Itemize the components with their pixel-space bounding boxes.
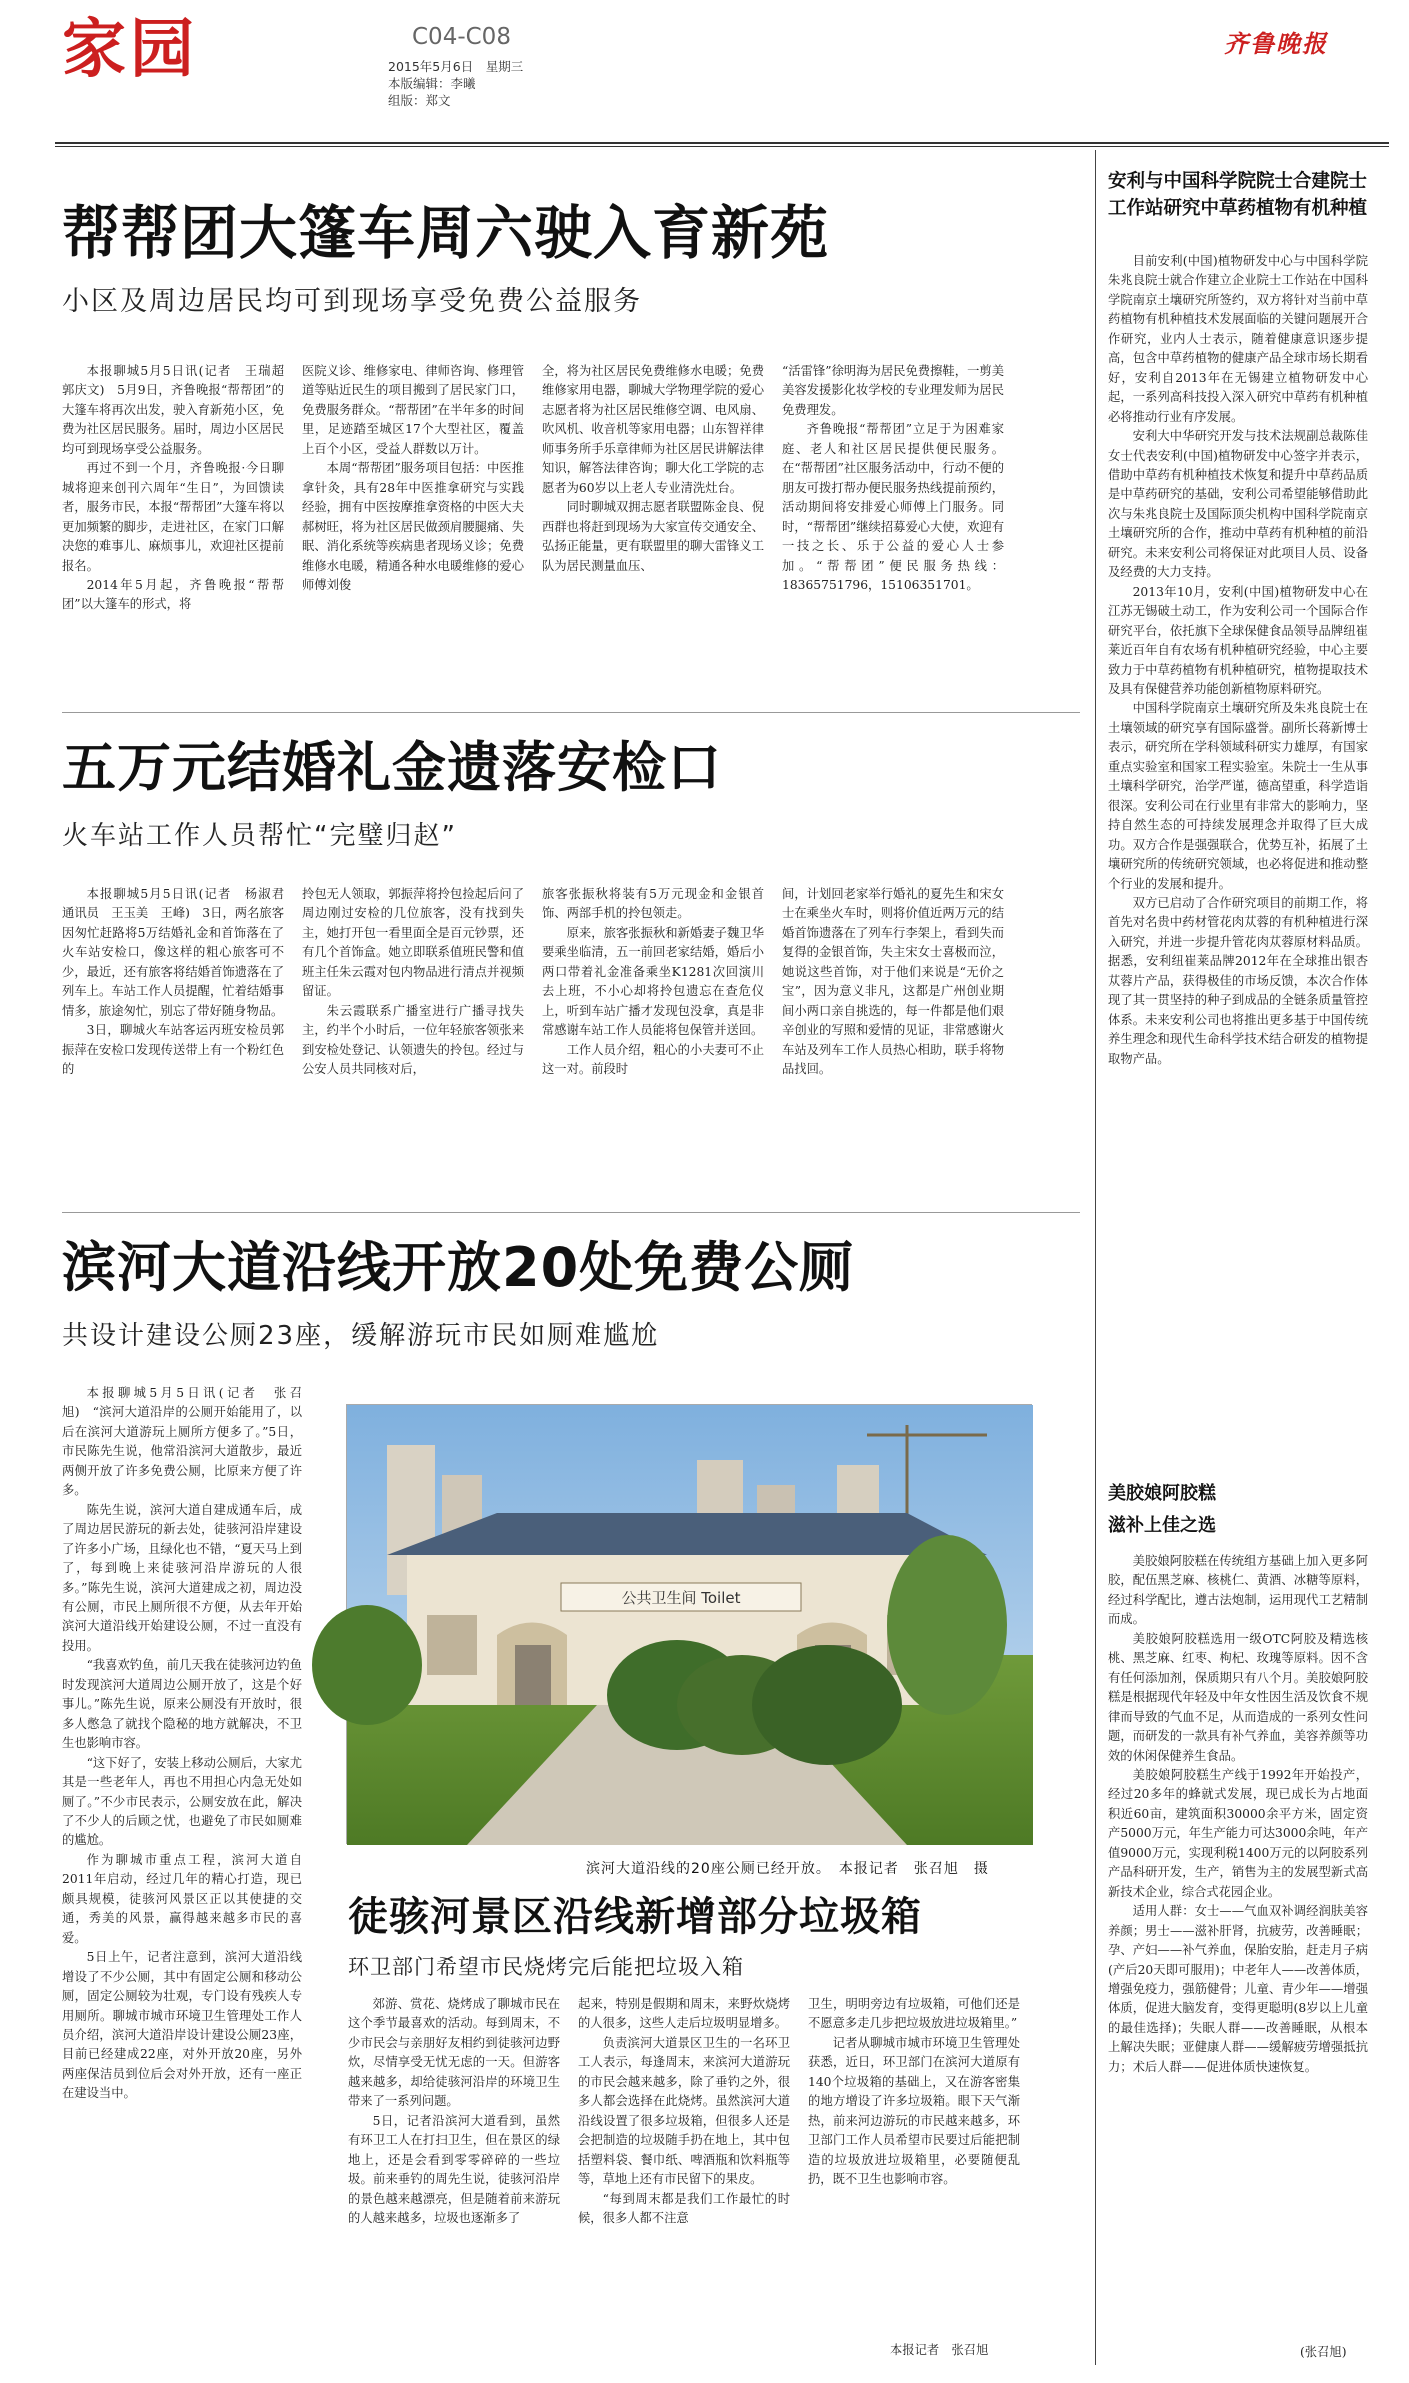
article2-column-2 bbox=[302, 885, 524, 1203]
article2-subtitle: 火车站工作人员帮忙“完璧归赵” bbox=[62, 821, 457, 851]
paragraph: 陈先生说，滨河大道自建成通车后，成了周边居民游玩的新去处，徒骇河沿岸建设了许多小广场，且绿化也不错，“夏天马上到了，每到晚上来徒骇河沿岸游玩的人很多。”陈先生说，滨河大道建成之初，周边没有公厕，市民上厕所很不方便，从去年开始滨河大道沿线开始建设公厕，不过一直没有投用。 bbox=[62, 1502, 302, 1653]
paragraph: 间，计划回老家举行婚礼的夏先生和宋女士在乘坐火车时，则将价值近两万元的结婚首饰遗落在了列车行李架上，看到失而复得的金银首饰，失主宋女士喜极而泣，她说这些首饰，对于他们来说是“无价之宝”，因为意义非凡，这都是广州创业期间小两口亲自挑选的，每一件都是他们艰辛创业的写照和爱情的见证，非常感谢火车站及列车工作人员热心相助，联手将物品找回。 bbox=[782, 887, 1004, 1077]
paragraph: 适用人群：女士——气血双补调经润肤美容养颜；男士——滋补肝肾，抗疲劳，改善睡眠；孕、产妇——补气养血，保胎安胎，赶走月子病(产后20天即可服用)；中老年人——改善体质，增强免疫力，强筋健骨；儿童、青少年——增强体质，促进大脑发育，变得更聪明(8岁以上儿童的最佳选择)；失眠人群——改善睡眠，从根本上解决失眠；亚健康人群——缓解疲劳增强抵抗力；术后人群——促进体质快速恢复。 bbox=[1108, 1904, 1368, 2074]
paragraph: 目前安利(中国)植物研发中心与中国科学院朱兆良院士就合作建立企业院士工作站在中国科学院南京土壤研究所签约，双方将针对当前中草药植物有机种植技术发展面临的关键问题展开合作研究，业内人士表示，随着健康意识逐步提高，包含中草药植物的健康产品全球市场长期看好，安利自2013年在无锡建立植物研发中心起，一系列高科技投入深入研究中草药有机种植必将推动行业有序发展。 bbox=[1108, 254, 1368, 424]
paragraph: 医院义诊、维修家电、律师咨询、修理管道等贴近民生的项目搬到了居民家门口，免费服务群众。“帮帮团”在半年多的时间里，足迹踏至城区17个大型社区，覆盖上百个小区，受益人群数以万计。 bbox=[302, 364, 524, 456]
paragraph: 2014年5月起，齐鲁晚报“帮帮团”以大篷车的形式，将 bbox=[62, 577, 284, 612]
article2-title: 五万元结婚礼金遗落安检口 bbox=[62, 736, 722, 799]
article3-subtitle: 共设计建设公厕23座，缓解游玩市民如厕难尴尬 bbox=[62, 1321, 660, 1351]
article1-column-4 bbox=[782, 362, 1004, 700]
article-divider bbox=[62, 1212, 1080, 1213]
paragraph: 美胶娘阿胶糕选用一级OTC阿胶及精选核桃、黑芝麻、红枣、枸杞、玫瑰等原料。因不含有任何添加剂，保质期只有八个月。美胶娘阿胶糕是根据现代年轻及中年女性因生活及饮食不规律而导致的气血不足，从而造成的一系列女性问题，而研发的一款具有补气养血，美容养颜等功效的休闲保健养生食品。 bbox=[1108, 1631, 1368, 1763]
paragraph: 记者从聊城市城市环境卫生管理处获悉，近日，环卫部门在滨河大道原有140个垃圾箱的基础上，又在游客密集的地方增设了许多垃圾箱。眼下天气渐热，前来河边游玩的市民越来越多，环卫部门工作人员希望市民要过后能把制造的垃圾放进垃圾箱里，必要随便乱扔，既不卫生也影响市容。 bbox=[808, 2035, 1020, 2187]
paragraph: 美胶娘阿胶糕生产线于1992年开始投产，经过20多年的蜂就式发展，现已成长为占地面积近60亩，建筑面积30000余平方米，固定资产5000万元，年生产能力可达3000余吨，年产值9000万元，实现利税1400万元的以阿胶系列产品科研开发，生产，销售为主的发展型新式高新技术企业，综合式花园企业。 bbox=[1108, 1767, 1368, 1899]
paragraph: 起来，特别是假期和周末，来野炊烧烤的人很多，这些人走后垃圾明显增多。 bbox=[578, 1997, 790, 2031]
paragraph: “我喜欢钓鱼，前几天我在徒骇河边钓鱼时发现滨河大道周边公厕开放了，这是个好事儿。”陈先生说，原来公厕没有开放时，很多人憋急了就找个隐秘的地方就解决，不卫生也影响市容。 bbox=[62, 1658, 302, 1751]
sidebar-article1-body bbox=[1108, 252, 1368, 1470]
paragraph: 5日，记者沿滨河大道看到，虽然有环卫工人在打扫卫生，但在景区的绿地上，还是会看到零零碎碎的一些垃圾。前来垂钓的周先生说，徒骇河沿岸的景色越来越漂亮，但是随着前来游玩的人越来越多，垃圾也逐渐多了 bbox=[348, 2113, 560, 2225]
paragraph: 3日，聊城火车站客运丙班安检员郭振萍在安检口发现传送带上有一个粉红色的 bbox=[62, 1023, 284, 1077]
article3-title: 滨河大道沿线开放20处免费公厕 bbox=[62, 1236, 855, 1299]
paragraph: 中国科学院南京土壤研究所及朱兆良院士在土壤领域的研究享有国际盛誉。副所长蒋新博士表示，研究所在学科领域科研实力雄厚，有国家重点实验室和国家工程实验室。朱院士一生从事土壤科学研究，治学严谨，德高望重，科学造诣很深。安利公司在行业里有非常大的影响力，坚持自然生态的可持续发展理念并取得了巨大成功。双方合作是强强联合，优势互补，拓展了土壤研究所的传统研究领域，也必将促进和推动整个行业的发展和提升。 bbox=[1108, 701, 1368, 891]
paragraph: “这下好了，安装上移动公厕后，大家尤其是一些老年人，再也不用担心内急无处如厕了。”不少市民表示，公厕安放在此，解决了不少人的后顾之忧，也避免了市民如厕难的尴尬。 bbox=[62, 1755, 302, 1848]
article4-column-2 bbox=[578, 1995, 790, 2365]
article3-column bbox=[62, 1384, 302, 2364]
paragraph: 卫生，明明旁边有垃圾箱，可他们还是不愿意多走几步把垃圾放进垃圾箱里。” bbox=[808, 1997, 1020, 2031]
masthead-divider bbox=[55, 142, 1389, 144]
article4-column-1 bbox=[348, 1995, 560, 2365]
sidebar-article2-byline: (张召旭) bbox=[1300, 2345, 1347, 2359]
article4-title: 徒骇河景区沿线新增部分垃圾箱 bbox=[348, 1894, 922, 1940]
paragraph: 本周“帮帮团”服务项目包括：中医推拿针灸，具有28年中医推拿研究与实践经验，拥有中医按摩推拿资格的中医大夫郝树旺，将为社区居民做颈肩腰腿痛、失眠、消化系统等疾病患者现场义诊；免费维修水电暖，精通各种水电暖维修的爱心师傅刘俊 bbox=[302, 461, 524, 592]
paragraph: 郊游、赏花、烧烤成了聊城市民在这个季节最喜欢的活动。每到周末，不少市民会与亲朋好友相约到徒骇河边野炊，尽情享受无忧无虑的一天。但游客越来越多，却给徒骇河沿岸的环境卫生带来了一系列问题。 bbox=[348, 1997, 560, 2109]
sidebar-article1-title: 安利与中国科学院院士合建院士工作站研究中草药植物有机种植 bbox=[1108, 171, 1368, 219]
editor-credit: 本版编辑：李曦 bbox=[388, 76, 476, 91]
paragraph: “活雷锋”徐明海为居民免费擦鞋，一剪美美容发援影化妆学校的专业理发师为居民免费理发。 bbox=[782, 364, 1004, 417]
paragraph: 本报聊城5月5日讯(记者 杨淑君 通讯员 王玉美 王峰) 3日，两名旅客因匆忙赶路将5万结婚礼金和首饰落在了火车站安检口，像这样的粗心旅客可不少，最近，还有旅客将结婚首饰遗落在了列车上。车站工作人员提醒，忙着结婚事情多，旅途匆忙，别忘了带好随身物品。 bbox=[62, 887, 297, 1018]
paragraph: 旅客张振秋将装有5万元现金和金银首饰、两部手机的拎包领走。 bbox=[542, 887, 764, 921]
newspaper-logo: 齐鲁晚报 bbox=[1224, 29, 1328, 58]
paragraph: 全，将为社区居民免费维修水电暖；免费维修家用电器，聊城大学物理学院的爱心志愿者将为社区居民维修空调、电风扇、吹风机、收音机等家用电器；山东智祥律师事务所手乐章律师为社区居民讲解法律知识，解答法律咨询；聊大化工学院的志愿者为60岁以上老人专业清洗灶台。 bbox=[542, 364, 764, 495]
article2-column-3 bbox=[542, 885, 764, 1203]
article-divider bbox=[62, 712, 1080, 713]
article4-byline: 本报记者 张召旭 bbox=[890, 2343, 989, 2357]
article4-subtitle: 环卫部门希望市民烧烤完后能把垃圾入箱 bbox=[348, 1955, 744, 1979]
paragraph: 作为聊城市重点工程，滨河大道自2011年启动，经过几年的精心打造，现已颇具规模，徒骇河风景区正以其使捷的交通，秀美的风景，赢得越来越多市民的喜爱。 bbox=[62, 1852, 302, 1945]
paragraph: 本报聊城5月5日讯(记者 张召旭) “滨河大道沿岸的公厕开始能用了，以后在滨河大道游玩上厕所方便多了。”5日，市民陈先生说，他常沿滨河大道散步，最近两侧开放了许多免费公厕，比原来方便了许多。 bbox=[62, 1386, 302, 1498]
article1-column-2 bbox=[302, 362, 524, 700]
issue-date: 2015年5月6日 星期三 bbox=[388, 59, 524, 74]
issue-info bbox=[388, 58, 523, 109]
paragraph: 安利大中华研究开发与技术法规副总裁陈佳女士代表安利(中国)植物研发中心签字并表示，借助中草药有机种植技术恢复和提升中草药品质是中草药研究的基础，安利公司希望能够借助此次与朱兆良院士及国际顶尖机构中国科学院南京土壤研究所的合作，推动中草药有机种植的前沿研究。未来安利公司将保证对此项目人员、设备及经费的大力支持。 bbox=[1108, 429, 1368, 580]
paragraph: 双方已启动了合作研究项目的前期工作，将首先对名贵中药材管花肉苁蓉的有机种植进行深入研究，并进一步提升管花肉苁蓉原材料品质。据悉，安利纽崔莱品牌2012年在全球推出银杏苁蓉片产品，获得极佳的市场反馈，本次合作体现了其一贯坚持的种子到成品的全链条质量管控体系。未来安利公司也将推出更多基于中国传统养生理念和现代生命科学技术结合研发的植物提取物产品。 bbox=[1108, 895, 1368, 1066]
article1-column-1 bbox=[62, 362, 297, 700]
article1-column-3 bbox=[542, 362, 764, 700]
paragraph: 美胶娘阿胶糕在传统组方基础上加入更多阿胶，配伍黑芝麻、核桃仁、黄酒、冰糖等原料，经过科学配比，遵古法炮制，运用现代工艺精制而成。 bbox=[1108, 1554, 1368, 1627]
sidebar-divider bbox=[1095, 150, 1096, 2365]
paragraph: 负责滨河大道景区卫生的一名环卫工人表示，每逢周末，来滨河大道游玩的市民会越来越多，除了垂钓之外，很多人都会选择在此烧烤。虽然滨河大道沿线设置了很多垃圾箱，但很多人还是会把制造的垃圾随手扔在地上，其中包括塑料袋、餐巾纸、啤酒瓶和饮料瓶等等，草地上还有市民留下的果皮。 bbox=[578, 2035, 790, 2187]
paragraph: 拎包无人领取，郭振萍将拎包捡起后问了周边刚过安检的几位旅客，没有找到失主，她打开包一看里面全是百元钞票，还有几个首饰盒。她立即联系值班民警和值班主任朱云霞对包内物品进行清点并视频留证。 bbox=[302, 887, 524, 999]
paragraph: 工作人员介绍，粗心的小夫妻可不止这一对。前段时 bbox=[542, 1042, 764, 1077]
article1-title: 帮帮团大篷车周六驶入育新苑 bbox=[62, 199, 830, 267]
toilet-sign: 公共卫生间 Toilet bbox=[621, 1589, 741, 1607]
sidebar-article2-title: 美胶娘阿胶糕 bbox=[1108, 1483, 1216, 1504]
photo-caption: 滨河大道沿线的20座公厕已经开放。 本报记者 张召旭 摄 bbox=[586, 1861, 989, 1877]
paragraph: 朱云霞联系广播室进行广播寻找失主，约半个小时后，一位年轻旅客领张来到安检处登记、认领遗失的拎包。经过与公安人员共同核对后， bbox=[302, 1003, 524, 1077]
toilet-photo bbox=[346, 1404, 1032, 1844]
paragraph: 本报聊城5月5日讯(记者 王瑞超 郭庆文) 5月9日，齐鲁晚报“帮帮团”的大篷车将再次出发，驶入育新苑小区，免费为社区居民服务。届时，周边小区居民均可到现场享受公益服务。 bbox=[62, 364, 297, 456]
article1-subtitle: 小区及周边居民均可到现场享受免费公益服务 bbox=[62, 286, 642, 317]
sidebar-article2-subtitle: 滋补上佳之选 bbox=[1108, 1515, 1216, 1536]
layout-credit: 组版：郑文 bbox=[388, 93, 451, 108]
paragraph: 原来，旅客张振秋和新婚妻子魏卫华要乘坐临清，五一前回老家结婚，婚后小两口带着礼金准备乘坐K1281次回演川去上班，不小心却将拎包遗忘在查危仪上，听到车站广播才发现包没拿，真是非常感谢车站工作人员能将包保管并送回。 bbox=[542, 925, 764, 1038]
paragraph: “每到周末都是我们工作最忙的时候，很多人都不注意 bbox=[578, 2191, 790, 2225]
article2-column-4 bbox=[782, 885, 1004, 1203]
section-title: 家园 bbox=[62, 13, 198, 87]
masthead-divider-thin bbox=[55, 146, 1389, 147]
article2-column-1 bbox=[62, 885, 297, 1203]
paragraph: 再过不到一个月，齐鲁晚报·今日聊城将迎来创刊六周年“生日”，为回馈读者，服务市民，本报“帮帮团”大篷车将以更加频繁的脚步，走进社区，在家门口解决您的难事儿、麻烦事儿，欢迎社区提前报名。 bbox=[62, 461, 284, 573]
paragraph: 同时聊城双拥志愿者联盟陈金良、倪西群也将赶到现场为大家宣传交通安全、弘扬正能量，更有联盟里的聊大雷锋义工队为居民测量血压、 bbox=[542, 500, 764, 573]
article4-column-3 bbox=[808, 1995, 1020, 2335]
paragraph: 5日上午，记者注意到，滨河大道沿线增设了不少公厕，其中有固定公厕和移动公厕，固定公厕较为壮观，专门设有残疾人专用厕所。聊城市城市环境卫生管理处工作人员介绍，滨河大道沿岸设计建设公厕23座，目前已经建成22座，对外开放20座，另外两座保洁员到位后会对外开放，还有一座正在建设当中。 bbox=[62, 1950, 302, 2101]
sidebar-article2-body bbox=[1108, 1552, 1368, 2340]
page-range: C04-C08 bbox=[412, 24, 511, 50]
paragraph: 齐鲁晚报“帮帮团”立足于为困难家庭、老人和社区居民提供便民服务。在“帮帮团”社区服务活动中，行动不便的朋友可拨打帮办便民服务热线提前预约，活动期间将安排爱心师傅上门服务。同时，“帮帮团”继续招募爱心大使，欢迎有一技之长、乐于公益的爱心人士参加。“帮帮团”便民服务热线：18365751796，15106351701。 bbox=[782, 422, 1004, 592]
paragraph: 2013年10月，安利(中国)植物研发中心在江苏无锡破土动工，作为安利公司一个国际合作研究平台，依托旗下全球保健食品领导品牌纽崔莱近百年自有农场有机种植研究经验，中心主要致力于中草药植物有机种植研究，植物提取技术及具有保健营养功能创新植物原料研究。 bbox=[1108, 584, 1368, 696]
